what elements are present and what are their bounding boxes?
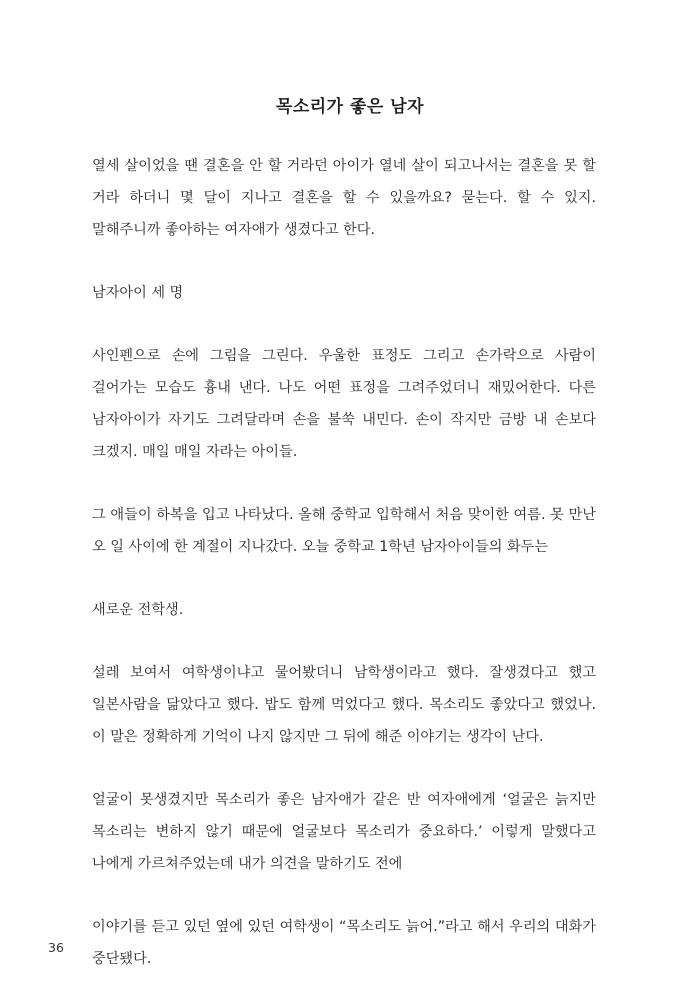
paragraph-3: 사인펜으로 손에 그림을 그린다. 우울한 표정도 그리고 손가락으로 사람이 걸어가는 모습도 흉내 낸다. 나도 어떤 표정을 그려주었더니 재밌어한다. 다른 남자아이가 자기도 그려달라며 손을 불쑥 내민다. 손이 작지만 금방 내 손보다 크겠지. 매일 매일 자라는 아이들.: [92, 348, 596, 460]
page-title: 목소리가 좋은 남자: [275, 97, 425, 117]
paragraph-8: 이야기를 듣고 있던 옆에 있던 여학생이 “목소리도 늙어.”라고 해서 우리의 대화가 중단됐다.: [92, 919, 596, 967]
body-text: [92, 150, 596, 975]
paragraph-7: 얼굴이 못생겼지만 목소리가 좋은 남자애가 같은 반 여자애에게 ‘얼굴은 늙지만 목소리는 변하지 않기 때문에 얼굴보다 목소리가 중요하다.’ 이렇게 말했다고 나에게 가르쳐주었는데 내가 의견을 말하기도 전에: [92, 792, 596, 872]
paragraph-2: 남자아이 세 명: [92, 285, 184, 301]
paragraph-5: 새로운 전학생.: [92, 602, 184, 618]
paragraph-1: 열세 살이었을 땐 결혼을 안 할 거라던 아이가 열네 살이 되고나서는 결혼을 못 할 거라 하더니 몇 달이 지나고 결혼을 할 수 있을까요? 묻는다. 할 수 있지. 말해주니까 좋아하는 여자애가 생겼다고 한다.: [92, 158, 596, 238]
page-number: 36: [48, 940, 64, 955]
paragraph-4: 그 애들이 하복을 입고 나타났다. 올해 중학교 입학해서 처음 맞이한 여름. 못 만난 오 일 사이에 한 계절이 지나갔다. 오늘 중학교 1학년 남자아이들의 화두는: [92, 507, 596, 555]
paragraph-6: 설레 보여서 여학생이냐고 물어봤더니 남학생이라고 했다. 잘생겼다고 했고 일본사람을 닮았다고 했다. 밥도 함께 먹었다고 했다. 목소리도 좋았다고 했었나. 이 말은 정확하게 기억이 나지 않지만 그 뒤에 해준 이야기는 생각이 난다.: [92, 665, 596, 745]
